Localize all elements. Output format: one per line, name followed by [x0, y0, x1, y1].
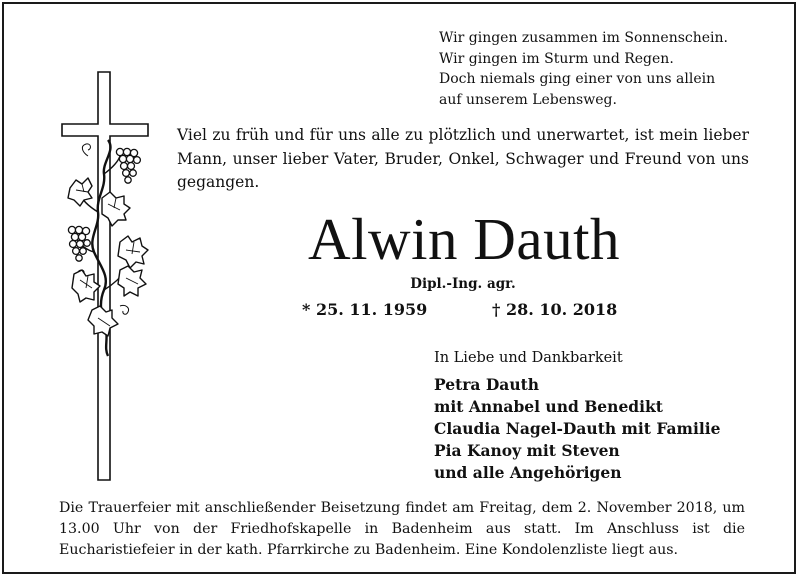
death-date: † 28. 10. 2018: [492, 300, 618, 319]
poem-line: Wir gingen zusammen im Sonnenschein.: [439, 30, 728, 46]
mourners-list: [434, 374, 721, 484]
mourner-name: mit Annabel und Benedikt: [434, 397, 663, 416]
intro-text: Viel zu früh und für uns alle zu plötzlich und unerwartet, ist mein lieber Mann, unser lieber Vater, Bruder, Onkel, Schwager und Freund von uns gegangen.: [177, 126, 749, 191]
mourner-name: und alle Angehörigen: [434, 463, 622, 482]
funeral-details: Die Trauerfeier mit anschließender Beisetzung findet am Freitag, dem 2. November 2018, um 13.00 Uhr von der Friedhofskapelle in Badenheim aus statt. Im Anschluss ist die Eucharistiefeier in der kath. Pfarrkirche zu Badenheim. Eine Kondolenzliste liegt aus.: [59, 500, 745, 558]
deceased-degree: Dipl.-Ing. agr.: [410, 276, 516, 292]
mourner-name: Pia Kanoy mit Steven: [434, 441, 620, 460]
deceased-name: Alwin Dauth: [308, 206, 620, 272]
mourner-name: Claudia Nagel-Dauth mit Familie: [434, 419, 721, 438]
poem-line: Doch niemals ging einer von uns allein: [439, 71, 716, 87]
poem-line: Wir gingen im Sturm und Regen.: [439, 50, 674, 67]
birth-date: * 25. 11. 1959: [302, 300, 428, 319]
poem-line: auf unserem Lebensweg.: [439, 91, 617, 108]
cross-with-grapevine-icon: [58, 70, 152, 482]
obituary-notice: [2, 2, 796, 574]
mourner-name: Petra Dauth: [434, 375, 540, 394]
poem: [439, 28, 779, 110]
mourners-heading: In Liebe und Dankbarkeit: [434, 350, 623, 366]
